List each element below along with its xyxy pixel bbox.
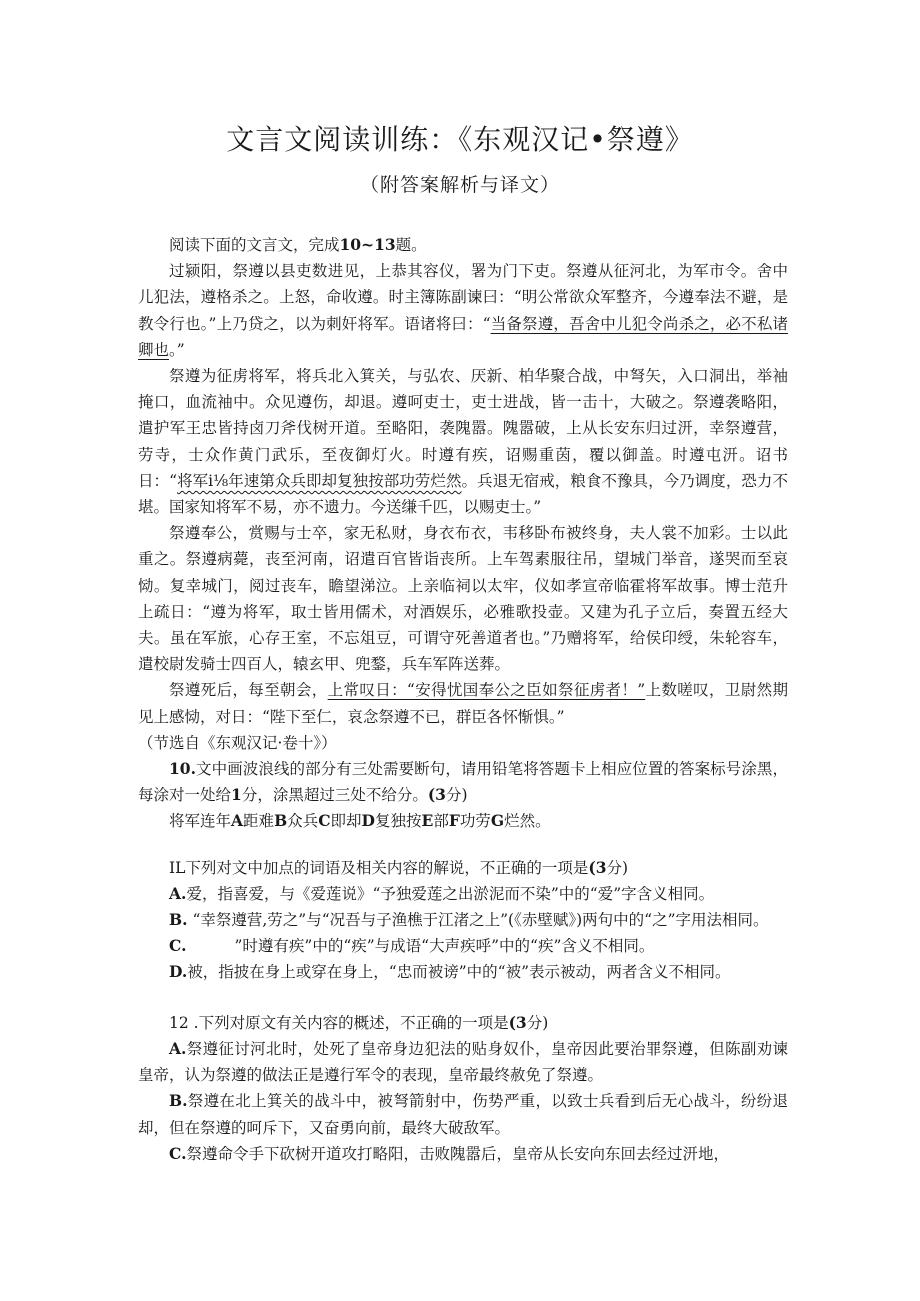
wavy-underlined-sentence: 将军ⅰ⅛年速第众兵即却复独按部功劳烂然	[177, 471, 462, 490]
question-11: IL下列对文中加点的词语及相关内容的解说，不正确的一项是(3分)	[169, 857, 629, 877]
underlined-sentence-2: 上常叹日：“安得忧国奉公之臣如祭征虏者！”	[327, 681, 646, 700]
page-title: 文言文阅读训练：《东观汉记•祭遵》	[226, 123, 694, 156]
break-mark-e: E	[421, 811, 434, 831]
question-11-option-b: B. “幸祭遵营,劳之”与“况吾与子渔樵于江渚之上”(《赤壁赋》)两句中的“之”字用法相同。	[169, 910, 769, 930]
question-12-option-c: C.祭遵命令手下砍树开道攻打略阳，击败隗嚣后，皇帝从长安向东回去经过汧地，	[169, 1143, 729, 1163]
passage-paragraph-3: 祭遵奉公，赏赐与士卒，家无私财，身衣布衣，韦移卧布被终身，夫人裳不加彩。士以此重之。祭遵病薨，丧至河南，诏遣百官皆诣丧所。上车驾素服往吊，望城门举音，遂哭而至哀恸。复幸城门，阅过丧车，瞻望涕泣。上亲临祠以太牢，仪如孝宣帝临霍将军故事。博士范升上疏日：“遵为将军，取士皆用儒术，对酒娱乐，必雅歌投壶。又建为孔子立后，奏置五经大夫。虽在军旅，心存王室，不忘俎豆，可谓守死善道者也。”乃赠将军，给侯印绶，朱轮容车，遣校尉发骑士四百人，辕玄甲、兜鍪，兵车军阵送葬。	[138, 524, 788, 674]
question-12-option-b: B.祭遵在北上箕关的战斗中，被弩箭射中，伤势严重，以致士兵看到后无心战斗，纷纷退却，但在祭遵的呵斥下，又奋勇向前，最终大破敌军。	[138, 1091, 788, 1137]
question-11-option-d: D.被，指披在身上或穿在身上，“忠而被谤”中的“被”表示被动，两者含义不相同。	[169, 962, 731, 982]
break-mark-c: C	[318, 811, 331, 831]
question-11-option-a: A.爱，指喜爱，与《爱莲说》“予独爱莲之出淤泥而不染”中的“爱”字含义相同。	[169, 883, 715, 903]
document-body	[138, 232, 788, 1167]
passage-paragraph-2: 祭遵为征虏将军，将兵北入箕关，与弘农、厌新、柏华聚合战，中弩矢，入口洞出，举袖掩口，血流袖中。众见遵伤，却退。遵呵吏士，吏士进战，皆一击十，大破之。祭遵袭略阳，遣护军王忠皆持卤刀斧伐树开道。至略阳，袭隗嚣。隗嚣破，上从长安东归过汧，幸祭遵营，劳寺，士众作黄门武乐，至夜御灯火。时遵有疾，诏赐重茵，覆以御盖。时遵屯汧。诏书日：“将军ⅰ⅛年速第众兵即却复独按部功劳烂然。兵退无宿戒，粮食不豫具，今乃调度，恐力不堪。国家知将军不易，亦不遗力。今送缣千匹，以赐吏士。”	[138, 367, 788, 517]
break-mark-b: B	[274, 811, 288, 831]
question-10-sequence: 将军连年A距难B众兵C即却D复独按E部F功劳G烂然。	[169, 811, 551, 831]
page-subtitle: （附答案解析与译文）	[359, 174, 560, 196]
question-12-option-a: A.祭遵征讨河北时，处死了皇帝身边犯法的贴身奴仆，皇帝因此要治罪祭遵，但陈副劝谏皇帝，认为祭遵的做法正是遵行军令的表现，皇帝最终赦免了祭遵。	[138, 1038, 788, 1085]
underlined-sentence-1: 当备祭遵，吾舍中儿犯令尚杀之，必不私诸卿也	[138, 314, 788, 359]
break-mark-f: F	[448, 811, 460, 831]
question-12: 12 .下列对原文有关内容的概述，不正确的一项是(3分)	[169, 1012, 549, 1032]
question-10: 10.文中画波浪线的部分有三处需要断句，请用铅笔将答题卡上相应位置的答案标号涂黑，每涂对一处给1分，涂黑超过三处不给分。(3分)	[138, 759, 788, 805]
break-mark-g: G	[490, 811, 505, 831]
question-11-option-c: C. ”时遵有疾”中的“疾”与成语“大声疾呼”中的“疾”含义不相同。	[169, 936, 655, 956]
break-mark-d: D	[361, 811, 375, 831]
break-mark-a: A	[231, 811, 244, 831]
passage-paragraph-1: 过颍阳，祭遵以县吏数进见，上恭其容仪，署为门下吏。祭遵从征河北，为军市令。舍中儿犯法，遵格杀之。上怒，命收遵。时主簿陈副谏曰：“明公常欲众军整齐，今遵奉法不避，是教令行也。”上乃贷之，以为刺奸将军。语诸将曰：“当备祭遵，吾舍中儿犯令尚杀之，必不私诸卿也。”	[138, 262, 788, 359]
passage-paragraph-4: 祭遵死后，每至朝会，上常叹日：“安得忧国奉公之臣如祭征虏者！”上数嗟叹，卫尉然期见上感恸，对日：“陛下至仁，哀念祭遵不已，群臣各怀惭惧。”	[138, 681, 788, 726]
passage-source: （节选自《东观汉记·卷十》）	[138, 733, 337, 752]
reading-instruction: 阅读下面的文言文，完成10~13题。	[169, 235, 427, 254]
